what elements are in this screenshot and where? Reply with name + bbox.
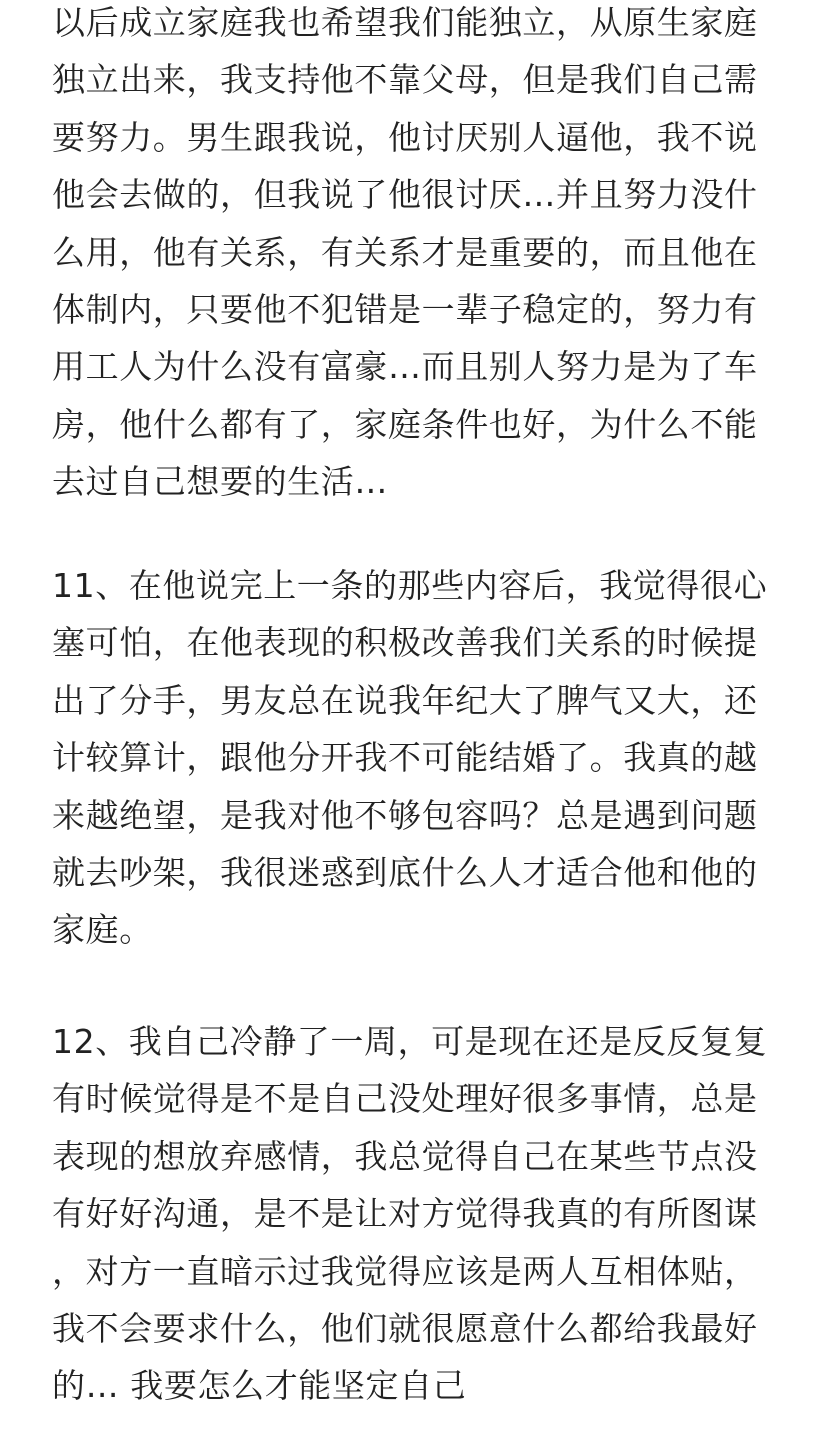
text-line: 有时候觉得是不是自己没处理好很多事情，总是 [52,1079,758,1119]
text-line: ，对方一直暗示过我觉得应该是两人互相体贴， [52,1251,758,1291]
text-line: 我不会要求什么，他们就很愿意什么都给我最好 [52,1308,758,1348]
paragraph-item-11 [52,557,767,959]
text-line: 出了分手，男友总在说我年纪大了脾气又大，还 [52,680,758,720]
text-line: 他会去做的，但我说了他很讨厌…并且努力没什 [52,175,758,215]
text-line: 独立出来，我支持他不靠父母，但是我们自己需 [52,60,758,100]
text-line: 体制内，只要他不犯错是一辈子稳定的，努力有 [52,289,758,329]
text-line: 计较算计，跟他分开我不可能结婚了。我真的越 [52,738,758,778]
text-line: 塞可怕，在他表现的积极改善我们关系的时候提 [52,623,758,663]
text-line: 么用，他有关系，有关系才是重要的，而且他在 [52,232,758,272]
text-line: 有好好沟通，是不是让对方觉得我真的有所图谋 [52,1194,758,1234]
paragraph-item-12 [52,1013,767,1415]
paragraph-family-independence [52,0,758,511]
text-line: 以后成立家庭我也希望我们能独立，从原生家庭 [52,3,758,42]
text-line: 要努力。男生跟我说，他讨厌别人逼他，我不说 [52,117,758,157]
text-line: 11、在他说完上一条的那些内容后，我觉得很心 [52,566,768,605]
text-line: 用工人为什么没有富豪…而且别人努力是为了车 [52,347,758,387]
text-line: 家庭。 [52,910,153,950]
text-line: 去过自己想要的生活… [52,462,388,502]
text-line: 就去吵架，我很迷惑到底什么人才适合他和他的 [52,852,758,892]
text-line: 来越绝望，是我对他不够包容吗？总是遇到问题 [52,795,758,835]
text-line: 房，他什么都有了，家庭条件也好，为什么不能 [52,404,758,444]
text-line: 12、我自己冷静了一周，可是现在还是反反复复 [52,1022,768,1061]
text-line: 表现的想放弃感情，我总觉得自己在某些节点没 [52,1136,758,1176]
text-line: 的… 我要怎么才能坚定自己 [52,1366,467,1406]
